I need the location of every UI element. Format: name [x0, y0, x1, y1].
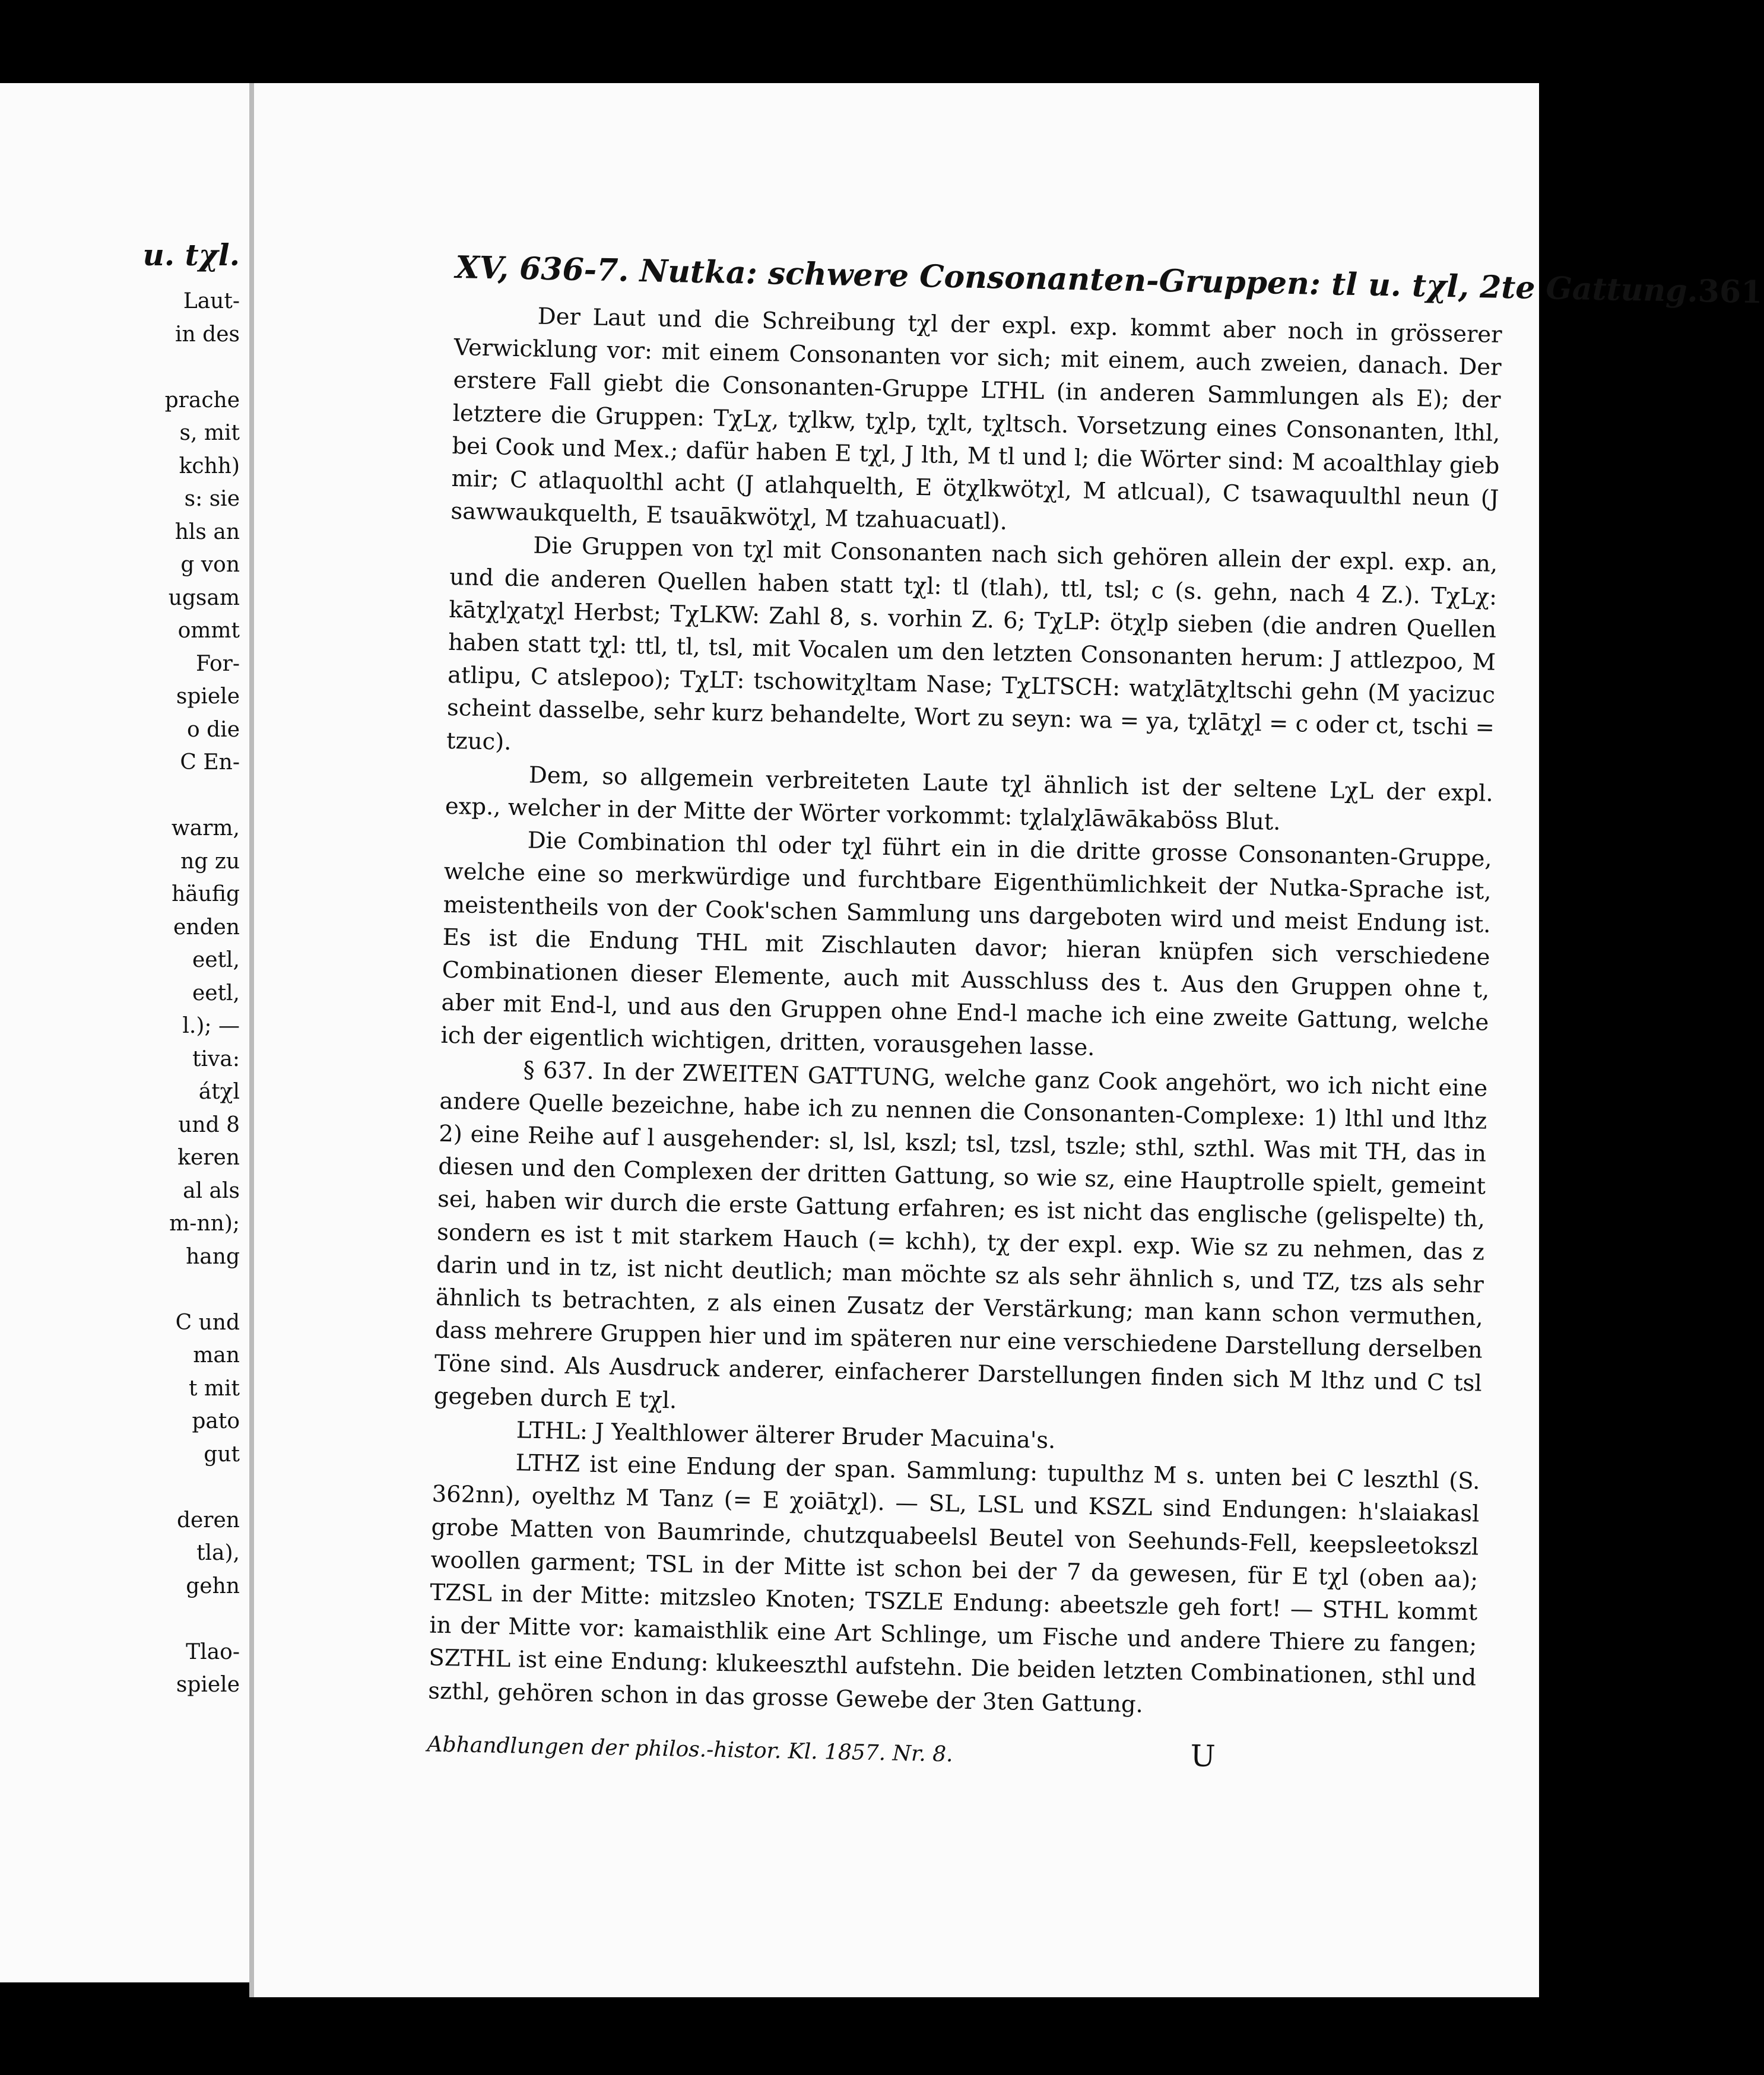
left-page-line: Laut- — [183, 289, 240, 313]
left-page-line: C und — [175, 1310, 240, 1335]
left-page-line: pato — [192, 1409, 240, 1433]
left-page-line: eetl, — [192, 981, 240, 1005]
left-page-line: deren — [176, 1508, 240, 1533]
left-page-text — [0, 234, 240, 1702]
left-page-line: s: sie — [184, 487, 240, 511]
left-page-line — [0, 1273, 240, 1306]
left-page-line: o die — [187, 717, 240, 742]
paragraph: Der Laut und die Schreibung tχl der expl. exp. kommt aber noch in grösserer Verwicklung vor: mit einem Consonanten vor sich; mit einem, auch zweien, danach. Der erstere Fall giebt die Consonanten-Gruppe LTHL (in anderen Sammlungen als E); der letztere die Gruppen: TχLχ, tχlkw, tχlp, tχlt, tχltsch. Vorsetzung eines Consonanten, lthl, bei Cook und Mex.; dafür haben E tχl, J lth, M tl und l; die Wörter sind: M acoalthlay gieb mir; C atlaquolthl acht (J atlahquelth, E ötχlkwötχl, M atlcual), C tsawaquulthl neun (J sawwaukquelth, E tsauākwötχl, M tzahuacuatl). — [450, 303, 1502, 536]
left-page-line: spiele — [176, 684, 240, 709]
left-page-line: al als — [183, 1178, 240, 1203]
right-page — [249, 83, 1763, 1997]
left-page-line: s, mit — [179, 421, 240, 445]
left-page-line: Tlao- — [186, 1639, 240, 1664]
left-page-line: ng zu — [180, 849, 240, 874]
left-page-line: gehn — [186, 1573, 240, 1598]
footer-citation: Abhandlungen der philos.-histor. Kl. 1857. Nr. 8. — [427, 1732, 953, 1767]
left-page-line: t mit — [188, 1376, 240, 1401]
paragraph: Dem, so allgemein verbreiteten Laute tχl ähnlich ist der seltene LχL der expl. exp., welcher in der Mitte der Wörter vorkommt: tχlalχlāwākaböss Blut. — [445, 762, 1494, 836]
paragraph: LTHZ ist eine Endung der span. Sammlung: tupulthz M s. unten bei C leszthl (S. 362nn), oyelthz M Tanz (= E χoiātχl). — SL, LSL und KSZL sind Endungen: h'slaiakasl grobe Matten von Baumrinde, chutzquabeelsl Beutel von Seehunds-Fell, keepsleetokszl woollen garment; TSL in der Mitte ist schon bei der 7 da gewesen, für E tχl (oben aa); TZSL in der Mitte: mitzsleo Knoten; TSZLE Endung: abeetszle geh fort! — STHL kommt in der Mitte vor: kamaisthlik eine Art Schlinge, um Fische und andere Thiere zu fangen; SZTHL ist eine Endung: klukeeszthl aufstehn. Die beiden letzten Combinationen, sthl und szthl, gehören schon in das grosse Gewebe der 3ten Gattung. — [427, 1449, 1480, 1718]
body-text — [428, 299, 1502, 1727]
left-page-line: For- — [195, 651, 240, 676]
left-page-line: l.); — — [182, 1014, 240, 1038]
left-page-line: hls an — [175, 519, 240, 544]
left-page-line: spiele — [176, 1673, 240, 1697]
left-page-line — [0, 1603, 240, 1636]
left-page-line: átχl — [198, 1080, 240, 1104]
left-page-line — [0, 351, 240, 384]
left-page-line: ommt — [177, 618, 240, 643]
left-page-line: C En- — [180, 750, 240, 775]
left-page-line: man — [193, 1343, 240, 1368]
left-page-line: und 8 — [178, 1112, 240, 1137]
left-page — [0, 83, 260, 1982]
left-page-line — [0, 1471, 240, 1504]
left-page-line: enden — [173, 915, 240, 940]
left-page-line: tla), — [196, 1541, 240, 1565]
running-header-title: XV, 636-7. Nutka: schwere Consonanten-Gruppen: tl u. tχl, 2te Gattung. — [455, 249, 1699, 310]
left-page-line: in des — [175, 322, 240, 347]
signature-mark: U — [1189, 1738, 1216, 1773]
left-page-line — [0, 779, 240, 813]
left-page-line: prache — [164, 388, 240, 413]
page-content — [427, 249, 1763, 1778]
left-page-line: gut — [204, 1442, 240, 1467]
left-page-line: häufig — [172, 882, 240, 906]
left-page-line: keren — [177, 1146, 240, 1170]
left-page-line: kchh) — [179, 453, 240, 478]
footer — [427, 1724, 1475, 1778]
paragraph: § 637. In der ZWEITEN GATTUNG, welche ganz Cook angehört, wo ich nicht eine andere Quelle bezeichne, habe ich zu nennen die Consonanten-Complexe: 1) lthl und lthz 2) eine Reihe auf l ausgehender: sl, lsl, kszl; tsl, tzsl, tszle; sthl, szthl. Was mit TH, das in diesen und den Complexen der dritten Gattung, so wie sz, eine Hauptrolle spielt, gemeint sei, haben wir durch die erste Gattung erfahren; es ist nicht das englische (gelispelte) th, sondern es ist t mit starkem Hauch (= kchh), tχ der expl. exp. Wie sz zu nehmen, das z darin und in tz, ist nicht deutlich; man möchte sz als sehr ähnlich s, und TZ, tzs als sehr ähnlich ts betrachten, z als einen Zusatz der Verstärkung; man kann schon vermuthen, dass mehrere Gruppen hier und im späteren nur eine verschiedene Darstellung derselben Töne sind. Als Ausdruck anderer, einfacherer Darstellungen finden sich M lthz und C tsl gegeben durch E tχl. — [433, 1056, 1488, 1414]
page-number: 361 — [1698, 273, 1763, 311]
left-page-line: eetl, — [192, 948, 240, 972]
left-page-line: g von — [180, 553, 240, 577]
left-page-line: m-nn); — [169, 1211, 240, 1236]
paragraph: Die Combination thl oder tχl führt ein in die dritte grosse Consonanten-Gruppe, welche eine so merkwürdige und furchtbare Eigenthümlichkeit der Nutka-Sprache ist, meistentheils von der Cook'schen Sammlung uns dargeboten wird und meist Endung ist. Es ist die Endung THL mit Zischlauten davor; hieran knüpfen sich verschiedene Combinationen dieser Elemente, auch mit Ausschluss des t. Aus den Gruppen ohne t, aber mit End-l, und aus den Gruppen ohne End-l mache ich eine zweite Gattung, welche ich der eigentlich wichtigen, dritten, vorausgehen lasse. — [440, 827, 1493, 1062]
left-page-line: tiva: — [192, 1046, 240, 1071]
left-page-heading: u. tχl. — [142, 237, 240, 272]
left-page-line: warm, — [171, 816, 240, 840]
left-page-line: ugsam — [168, 585, 240, 610]
left-page-line: hang — [186, 1244, 240, 1269]
paragraph: LTHL: J Yealthlower älterer Bruder Macuina's. — [516, 1417, 1056, 1454]
paragraph: Die Gruppen von tχl mit Consonanten nach sich gehören allein der expl. exp. an, und die anderen Quellen haben statt tχl: tl (tlah), ttl, tsl; c (s. gehn, nach 4 Z.). TχLχ: kātχlχatχl Herbst; TχLKW: Zahl 8, s. vorhin Z. 6; TχLP: ötχlp sieben (die andren Quellen haben statt tχl: ttl, tl, tsl, mit Vocalen um den letzten Consonanten herum: J attlezpoo, M atlipu, C atslepoo); TχLT: tschowitχltam Nase; TχLTSCH: watχlātχltschi gehn (M yacizuc scheint dasselbe, sehr kurz behandelte, Wort zu seyn: wa = ya, tχlātχl = c oder ct, tschi = tzuc). — [446, 532, 1498, 756]
running-header — [455, 249, 1763, 311]
